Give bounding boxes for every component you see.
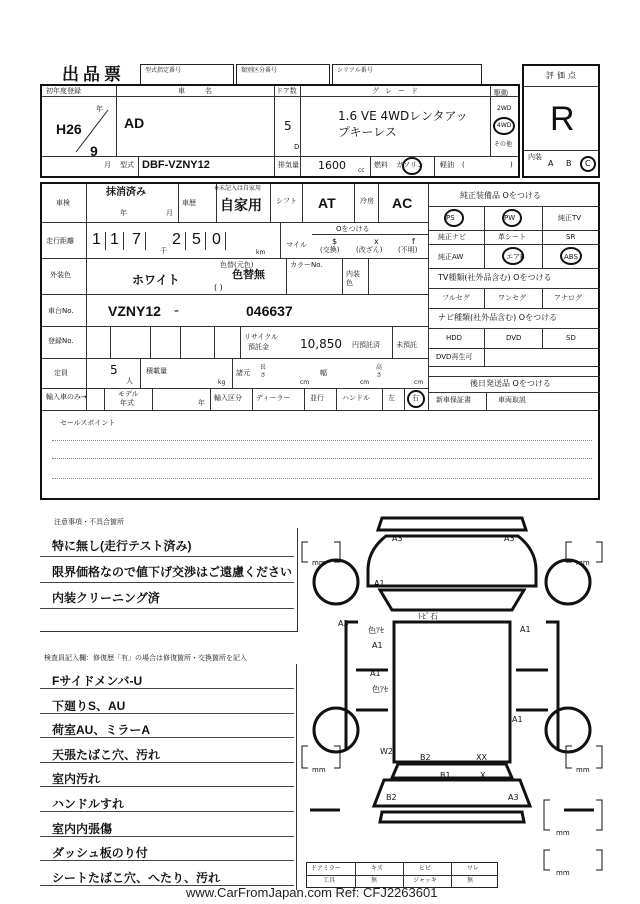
doors-label: ドア数 (276, 87, 297, 95)
ac-label: 冷房 (360, 197, 374, 205)
equip-ps: PS (446, 214, 455, 222)
mm-label: mm (556, 829, 570, 837)
mm-label: mm (576, 559, 590, 567)
interior-label: 内装 (528, 153, 542, 161)
displacement-value: 1600 (318, 159, 346, 172)
tv-fullseg: フルセグ (442, 294, 470, 302)
tv-header: TV種類(社外品含む) Oをつける (438, 273, 552, 282)
model-year-label-2: 年式 (120, 399, 134, 407)
diagram-mark: 色ｱｾ (372, 685, 388, 694)
inspection-value: 抹消済み (106, 187, 146, 198)
diagram-mark: A3 (504, 534, 515, 543)
legend-tools-value: 無 (371, 877, 378, 884)
note-line-1: 特に無し(走行テスト済み) (52, 539, 192, 553)
mm-label: mm (576, 766, 590, 774)
inspector-label: 検査員記入欄：修復歴「有」の場合は修復箇所・交換箇所を記入 (44, 654, 247, 662)
recycle-label-1: リサイクル (244, 333, 279, 341)
ac-value: AC (392, 195, 413, 211)
mm-label: mm (556, 869, 570, 877)
height-label: 高さ (376, 364, 383, 379)
main-block (40, 182, 600, 500)
drive-2wd: 2WD (497, 105, 512, 112)
length-cm: cm (300, 379, 310, 386)
legend-scratch: キズ (371, 865, 383, 872)
equip-pw-circle (502, 209, 522, 227)
diagram-mark: A3 (338, 619, 349, 628)
history-note: ※未記入は自家用 (214, 185, 262, 192)
shift-value: AT (318, 195, 336, 211)
inspector-line: ハンドルすれ (52, 797, 125, 811)
inspector-line: 下廻りS、AU (52, 698, 126, 713)
chassis-number: 046637 (246, 303, 293, 319)
recycle-status: 未預託 (396, 341, 417, 349)
original-color-label: 色替(元色) (220, 261, 254, 269)
nav-header: ナビ種類(社外品含む) Oをつける (438, 313, 558, 322)
mileage-label: 走行距離 (46, 237, 74, 245)
grade-value-1: 1.6 VE 4WDレンタアッ (338, 109, 468, 123)
inspector-line: 室内内張傷 (52, 821, 113, 836)
unknown-label: (不明) (398, 246, 418, 254)
inspector-line: ダッシュ板のり付 (52, 846, 148, 861)
equip-tv: 純正TV (558, 214, 582, 222)
fuel-label: 燃料 (374, 161, 388, 169)
nav-hdd: HDD (446, 334, 463, 342)
original-color-paren: ( ) (214, 283, 223, 292)
fuel-diesel: 軽油 (440, 161, 454, 169)
chassis-label: 車台No. (48, 307, 74, 315)
legend-jack: ジャッキ (413, 877, 437, 884)
class-label: 類別区分番号 (241, 67, 278, 74)
color-label: 外装色 (50, 271, 71, 279)
inspector-line: 天張たばこ穴、汚れ (52, 747, 161, 762)
capacity-label: 定員 (54, 369, 68, 377)
diagram-mark: B1 (440, 771, 451, 780)
history-value: 自家用 (220, 197, 262, 213)
score-label: 評価点 (546, 71, 579, 80)
nav-sd: SD (566, 334, 576, 342)
import-label: 輸入車のみ→ (46, 393, 87, 401)
color-value: ホワイト (132, 273, 180, 287)
serial-box (332, 64, 482, 86)
diagram-mark: A3 (508, 793, 519, 802)
width-cm: cm (360, 379, 370, 386)
load-label: 積載量 (146, 367, 167, 375)
dealer-label: ディーラー (256, 394, 291, 402)
legend-jack-value: 無 (467, 877, 474, 884)
tamper-label: (改ざん) (356, 246, 383, 254)
displacement-unit: cc (358, 167, 365, 174)
load-unit: kg (218, 379, 226, 386)
equip-sr: SR (566, 233, 576, 241)
aftermarket-warranty: 新車保証書 (436, 396, 471, 404)
unknown-sym: f (412, 237, 415, 246)
interior-c: C (585, 159, 591, 168)
doors-suffix: D (294, 143, 300, 151)
first-reg-month: 9 (90, 143, 98, 159)
mileage-digit: 7 (132, 231, 141, 248)
carname-value: AD (124, 115, 145, 131)
interior-a: A (548, 159, 554, 168)
model-value: DBF-VZNY12 (142, 159, 210, 171)
diagram-mark: ﾄﾋﾞ石 (418, 612, 438, 621)
note-line-2: 限界価格なので値下げ交渉はご遠慮ください (52, 565, 293, 579)
model-cert-box (140, 64, 234, 86)
legend-crack: ヒビ (419, 865, 432, 872)
diagram-mark: X (480, 771, 486, 780)
dims-label: 諸元 (236, 369, 250, 377)
model-year-label-1: モデル (118, 390, 139, 398)
original-color-value: 色替無 (232, 269, 265, 281)
import-type-label: 輸入区分 (214, 394, 242, 402)
exchange-label: (交換) (320, 246, 340, 254)
tv-oneseg: ワンセグ (498, 294, 526, 302)
diagram-mark: XX (476, 753, 487, 762)
tamper-sym: x (374, 237, 379, 246)
aftermarket-manual: 車両取説 (498, 396, 526, 404)
capacity-unit: 人 (126, 377, 133, 385)
import-year-unit: 年 (198, 399, 205, 407)
capacity-value: 5 (110, 363, 118, 377)
score-value: R (550, 100, 575, 138)
notes-label: 注意事項・不具合箇所 (54, 518, 124, 526)
equip-aw: 純正AW (438, 253, 464, 261)
registration-label: 登録No. (48, 337, 74, 345)
parallel-label: 並行 (310, 394, 324, 402)
interior-b: B (566, 159, 572, 168)
aftermarket-header: 後日発送品 Oをつける (470, 379, 551, 388)
mileage-digit: 1 (110, 231, 119, 248)
vehicle-info-block: 初年度登録 車名 ドア数 グレード 駆動 年 H26 9 月 AD 5 D 1.6 VE 4WDレンタアッ プキーレス 2WD 4WD その他 型式 DBF-VZNY12 排気量 1600 cc 燃料 ガソリン 軽油 ( ) (40, 84, 520, 178)
color-no-label: カラーNo. (290, 261, 323, 269)
diagram-mark: A1 (372, 641, 383, 650)
circle-note: Oをつける (336, 225, 370, 233)
class-box (236, 64, 330, 86)
fuel-gasoline: ガソリン (396, 161, 424, 169)
recycle-value: 10,850 (300, 337, 342, 351)
recycle-unit: 円預託済 (352, 341, 380, 349)
mm-label: mm (312, 559, 326, 567)
handle-left: 左 (388, 394, 395, 402)
equip-leather: 革シート (498, 233, 526, 241)
diagram-mark: B2 (420, 753, 431, 762)
interior-color-label: 内装色 (346, 270, 360, 287)
equip-airbag: エアB (506, 253, 525, 261)
first-reg-year: H26 (56, 121, 82, 137)
mm-label: mm (312, 766, 326, 774)
legend-mirror: ドアミラー (311, 865, 341, 872)
month-unit: 月 (104, 161, 111, 169)
grade-value-2: プキーレス (338, 125, 397, 139)
diagram-mark: A3 (392, 534, 403, 543)
thousand-mark: 千 (160, 247, 167, 255)
note-line-3: 内装クリーニング済 (52, 591, 160, 605)
serial-label: シリアル番号 (337, 67, 373, 74)
equip-pw: PW (504, 214, 516, 222)
handle-right-circle (407, 390, 425, 408)
form-title: 出品票 (62, 65, 125, 84)
legend-tools: 工具 (323, 877, 336, 884)
carname-label: 車名 (178, 87, 232, 95)
diagram-mark: A1 (370, 669, 381, 678)
width-label: 幅 (320, 369, 327, 377)
drive-other: その他 (494, 141, 513, 148)
car-damage-diagram (300, 510, 620, 885)
year-unit: 年 (96, 105, 103, 113)
equip-nav: 純正ナビ (438, 233, 466, 241)
model-label: 型式 (120, 161, 134, 169)
drive-label: 駆動 (494, 89, 508, 97)
sales-point-label: セールスポイント (60, 419, 116, 427)
tv-analog: アナログ (554, 294, 582, 302)
height-cm: cm (414, 379, 424, 386)
model-cert-label: 型式指定番号 (145, 67, 182, 74)
diagram-mark: B2 (386, 793, 397, 802)
nav-dvd: DVD (506, 334, 522, 342)
diagram-mark: W2 (380, 747, 393, 756)
equip-airbag-circle (502, 247, 524, 265)
exchange-sym: $ (332, 237, 338, 246)
inspection-label: 車検 (56, 199, 70, 207)
chassis-prefix: VZNY12 (108, 303, 161, 319)
interior-c-circle (580, 156, 596, 172)
diagram-mark: A1 (520, 625, 531, 634)
mileage-digit: 2 (172, 231, 181, 248)
inspection-month-unit: 月 (166, 209, 173, 217)
handle-right: 右 (412, 394, 419, 402)
inspector-line: 室内汚れ (52, 772, 101, 787)
equipment-header: 純正装備品 Oをつける (460, 191, 541, 200)
watermark: www.CarFromJapan.com Ref: CFJ2263601 (186, 885, 438, 900)
mileage-digit: 5 (192, 231, 201, 248)
history-label: 車歴 (182, 199, 196, 207)
equip-abs: ABS (564, 253, 578, 261)
diagram-mark: A1 (374, 579, 385, 588)
inspection-year-unit: 年 (120, 209, 127, 217)
displacement-label: 排気量 (278, 161, 299, 169)
drive-4wd: 4WD (497, 122, 512, 129)
first-reg-label: 初年度登録 (46, 87, 81, 95)
equip-ps-circle (444, 209, 464, 227)
fuel-gasoline-circle (402, 157, 422, 175)
shift-label: シフト (276, 197, 297, 205)
handle-label: ハンドル (342, 394, 370, 402)
score-box (522, 64, 600, 178)
diagram-mark: A1 (512, 715, 523, 724)
mile-label: マイル (286, 241, 307, 249)
chassis-dash: - (174, 303, 180, 319)
mileage-digit: 0 (212, 231, 221, 248)
nav-dvd-playback: DVD再生可 (436, 353, 473, 361)
grade-label: グレード (372, 87, 424, 95)
length-label: 長さ (260, 364, 267, 379)
drive-4wd-circle (493, 117, 515, 135)
equip-abs-circle (560, 247, 582, 265)
inspector-line: シートたばこ穴、へたり、汚れ (52, 870, 221, 885)
inspector-line: 荷室AU、ミラーA (52, 723, 150, 738)
mileage-unit: km (256, 249, 266, 256)
recycle-label-2: 預託金 (248, 343, 269, 351)
legend-break: ワレ (467, 865, 480, 872)
mileage-digit: 1 (92, 231, 101, 248)
inspector-line: Fサイドメンバ-U (52, 674, 143, 688)
doors-value: 5 (284, 119, 292, 133)
diagram-mark: 色ｱｾ (368, 626, 384, 635)
